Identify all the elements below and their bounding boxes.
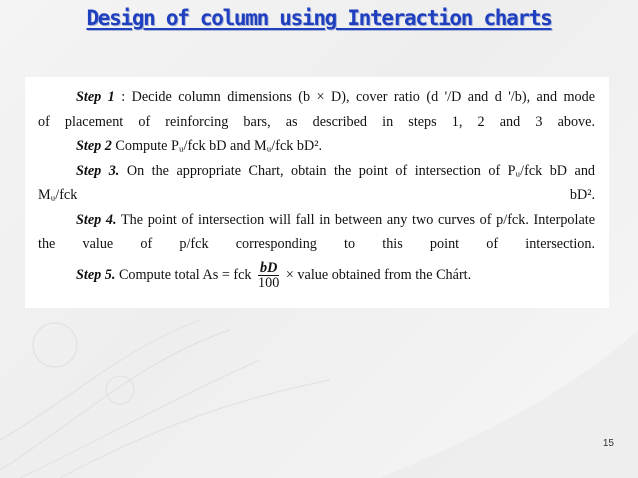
fraction-numerator: bD (260, 259, 278, 276)
slide-title: Design of column using Interaction charts (86, 6, 552, 30)
step-4-line-1: The point of intersection will fall in between any two curves of p/fck. Interpolate (120, 211, 595, 228)
step-3-paragraph (38, 159, 595, 208)
step-3-label: Step 3. (76, 162, 120, 179)
step-2-text: Compute Pᵤ/fck bD and Mᵤ/fck bD². (115, 138, 323, 154)
step-5-pre: Compute total As = fck (118, 266, 252, 283)
step-1-label: Step 1 (76, 89, 115, 105)
step-4-line-2: the value of p/fck corresponding to this point of intersection. (38, 236, 595, 252)
step-1-paragraph (38, 85, 595, 134)
step-2-label: Step 2 (76, 138, 112, 154)
step-5-label: Step 5. (76, 266, 116, 283)
step-1-line-1: : Decide column dimensions (b × D), cover ratio (d '/D and d '/b), and mode (121, 89, 596, 105)
bd-over-100-fraction (258, 261, 279, 290)
step-1-line-2: of placement of reinforcing bars, as described in steps 1, 2 and 3 above. (38, 113, 595, 130)
fraction-denominator: 100 (258, 274, 280, 291)
step-3-line-1: On the appropriate Chart, obtain the point of intersection of Pᵤ/fck bD and (126, 162, 596, 179)
step-2-paragraph (38, 134, 595, 159)
step-3-line-2: Mᵤ/fck bD². (38, 187, 595, 203)
step-4-label: Step 4. (76, 211, 117, 228)
steps-content-box (25, 77, 609, 308)
step-4-paragraph (38, 208, 595, 257)
step-5-paragraph (38, 261, 595, 290)
page-number: 15 (602, 438, 614, 449)
step-5-post: × value obtained from the Chárt. (285, 266, 472, 283)
